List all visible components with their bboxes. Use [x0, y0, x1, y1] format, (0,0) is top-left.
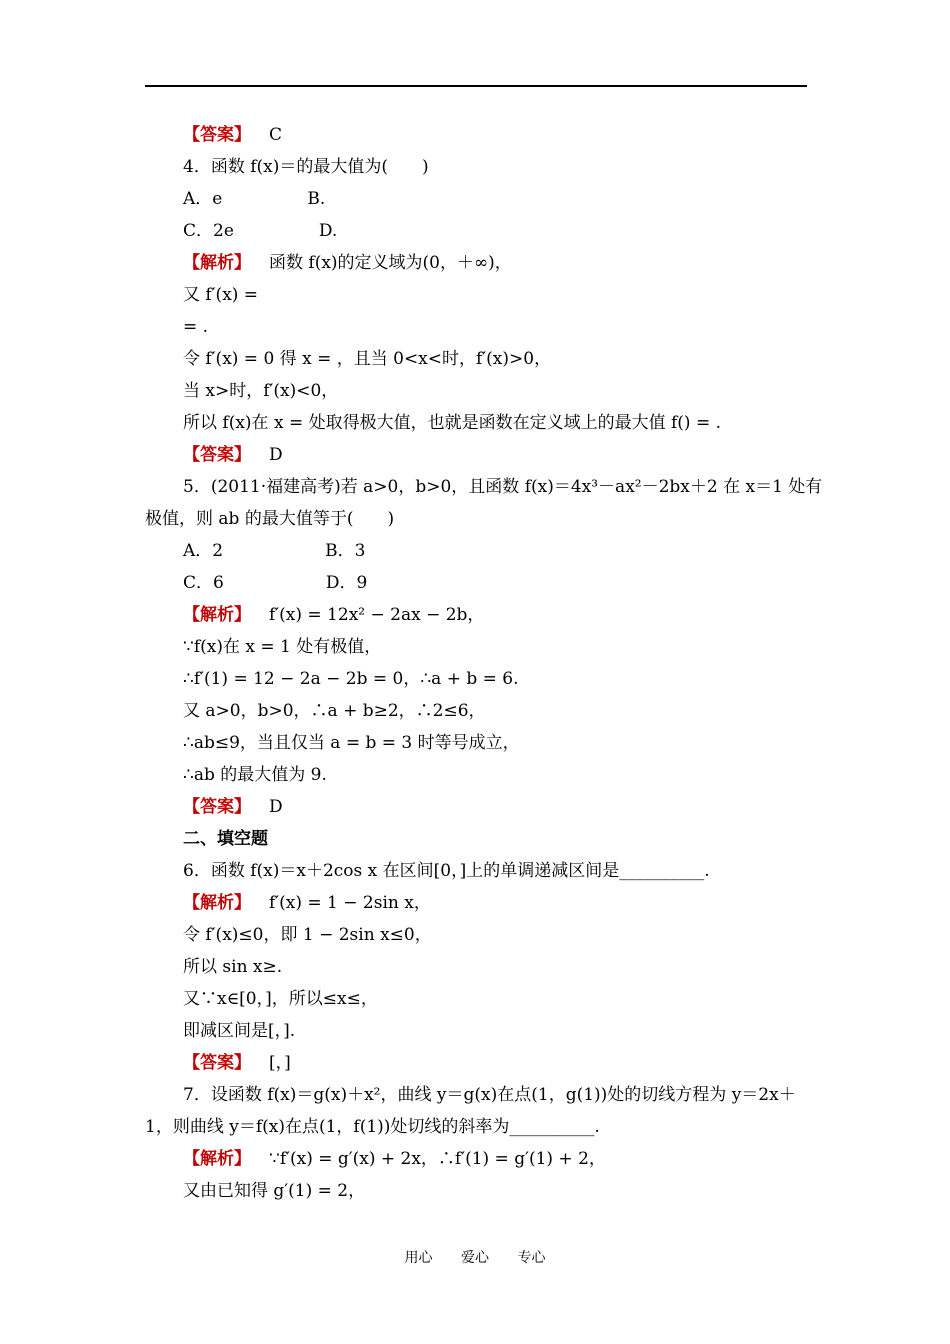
- answer-tag: 【答案】: [183, 125, 251, 145]
- answer-tag: 【答案】: [183, 1053, 251, 1073]
- analysis-6-line-3: 所以 sin x≥.: [183, 957, 283, 977]
- analysis-5-line-3: ∴f′(1) = 12 − 2a − 2b = 0，∴a + b = 6.: [183, 669, 519, 689]
- answer-3-line: [183, 124, 282, 146]
- question-7-line-1: 7．设函数 f(x)＝g(x)＋x²，曲线 y＝g(x)在点(1，g(1))处的切线方程为 y＝2x＋: [183, 1085, 796, 1105]
- answer-value: D: [269, 445, 283, 465]
- analysis-5-line-4: 又 a>0，b>0，∴a + b≥2，∴2≤6，: [183, 701, 486, 721]
- analysis-4-line-5: 当 x>时，f′(x)<0，: [183, 381, 339, 401]
- answer-value: D: [269, 797, 283, 817]
- question-4-options-cd: C．2e D.: [183, 221, 338, 241]
- analysis-6-line-1: [183, 892, 431, 914]
- question-4: 4．函数 f(x)＝的最大值为( ): [183, 157, 429, 177]
- analysis-4-line-1: [183, 252, 512, 274]
- analysis-5-line-5: ∴ab≤9，当且仅当 a = b = 3 时等号成立，: [183, 733, 520, 753]
- answer-value: [，]: [269, 1053, 291, 1073]
- analysis-4-line-3: = .: [183, 317, 209, 337]
- question-7-line-2: 1，则曲线 y＝f(x)在点(1，f(1))处切线的斜率为__________.: [145, 1117, 600, 1137]
- analysis-5-line-1: [183, 604, 484, 626]
- analysis-tag: 【解析】: [183, 605, 251, 625]
- analysis-7-line-1: [183, 1148, 606, 1170]
- analysis-6-line-5: 即减区间是[，].: [183, 1021, 296, 1041]
- analysis-tag: 【解析】: [183, 893, 251, 913]
- analysis-4-line-2: 又 f′(x) =: [183, 285, 259, 305]
- page-footer: 用心 爱心 专心: [404, 1250, 546, 1266]
- answer-6-line: [183, 1052, 291, 1074]
- section-heading-fill-blank: 二、填空题: [183, 829, 268, 849]
- question-5-line-1: 5．(2011·福建高考)若 a>0，b>0，且函数 f(x)＝4x³－ax²－2bx＋2 在 x＝1 处有: [183, 477, 823, 497]
- answer-value: C: [269, 125, 283, 145]
- question-5-options-cd: C．6 D．9: [183, 573, 368, 593]
- analysis-7-line-2: 又由已知得 g′(1) = 2，: [183, 1181, 366, 1201]
- analysis-text: f′(x) = 12x² − 2ax − 2b，: [269, 605, 485, 625]
- analysis-4-line-6: 所以 f(x)在 x = 处取得极大值，也就是函数在定义域上的最大值 f() = .: [183, 413, 722, 433]
- header-rule: [145, 85, 807, 87]
- answer-4-line: [183, 444, 283, 466]
- analysis-text: f′(x) = 1 − 2sin x，: [269, 893, 431, 913]
- analysis-5-line-2: ∵f(x)在 x = 1 处有极值，: [183, 637, 382, 657]
- analysis-5-line-6: ∴ab 的最大值为 9.: [183, 765, 327, 785]
- question-6: 6．函数 f(x)＝x＋2cos x 在区间[0，]上的单调递减区间是__________.: [183, 861, 710, 881]
- analysis-text: 函数 f(x)的定义域为(0，＋∞)，: [269, 253, 512, 273]
- analysis-6-line-4: 又∵x∈[0，]，所以≤x≤，: [183, 989, 378, 1009]
- question-5-line-2: 极值，则 ab 的最大值等于( ): [145, 509, 395, 529]
- analysis-4-line-4: 令 f′(x) = 0 得 x = ，且当 0<x<时，f′(x)>0，: [183, 349, 552, 369]
- answer-5-line: [183, 796, 283, 818]
- analysis-tag: 【解析】: [183, 1149, 251, 1169]
- analysis-tag: 【解析】: [183, 253, 251, 273]
- answer-tag: 【答案】: [183, 797, 251, 817]
- analysis-6-line-2: 令 f′(x)≤0，即 1 − 2sin x≤0，: [183, 925, 432, 945]
- question-5-options-ab: A．2 B．3: [183, 541, 366, 561]
- analysis-text: ∵f′(x) = g′(x) + 2x，∴f′(1) = g′(1) + 2，: [269, 1149, 606, 1169]
- answer-tag: 【答案】: [183, 445, 251, 465]
- question-4-options-ab: A．e B.: [183, 189, 326, 209]
